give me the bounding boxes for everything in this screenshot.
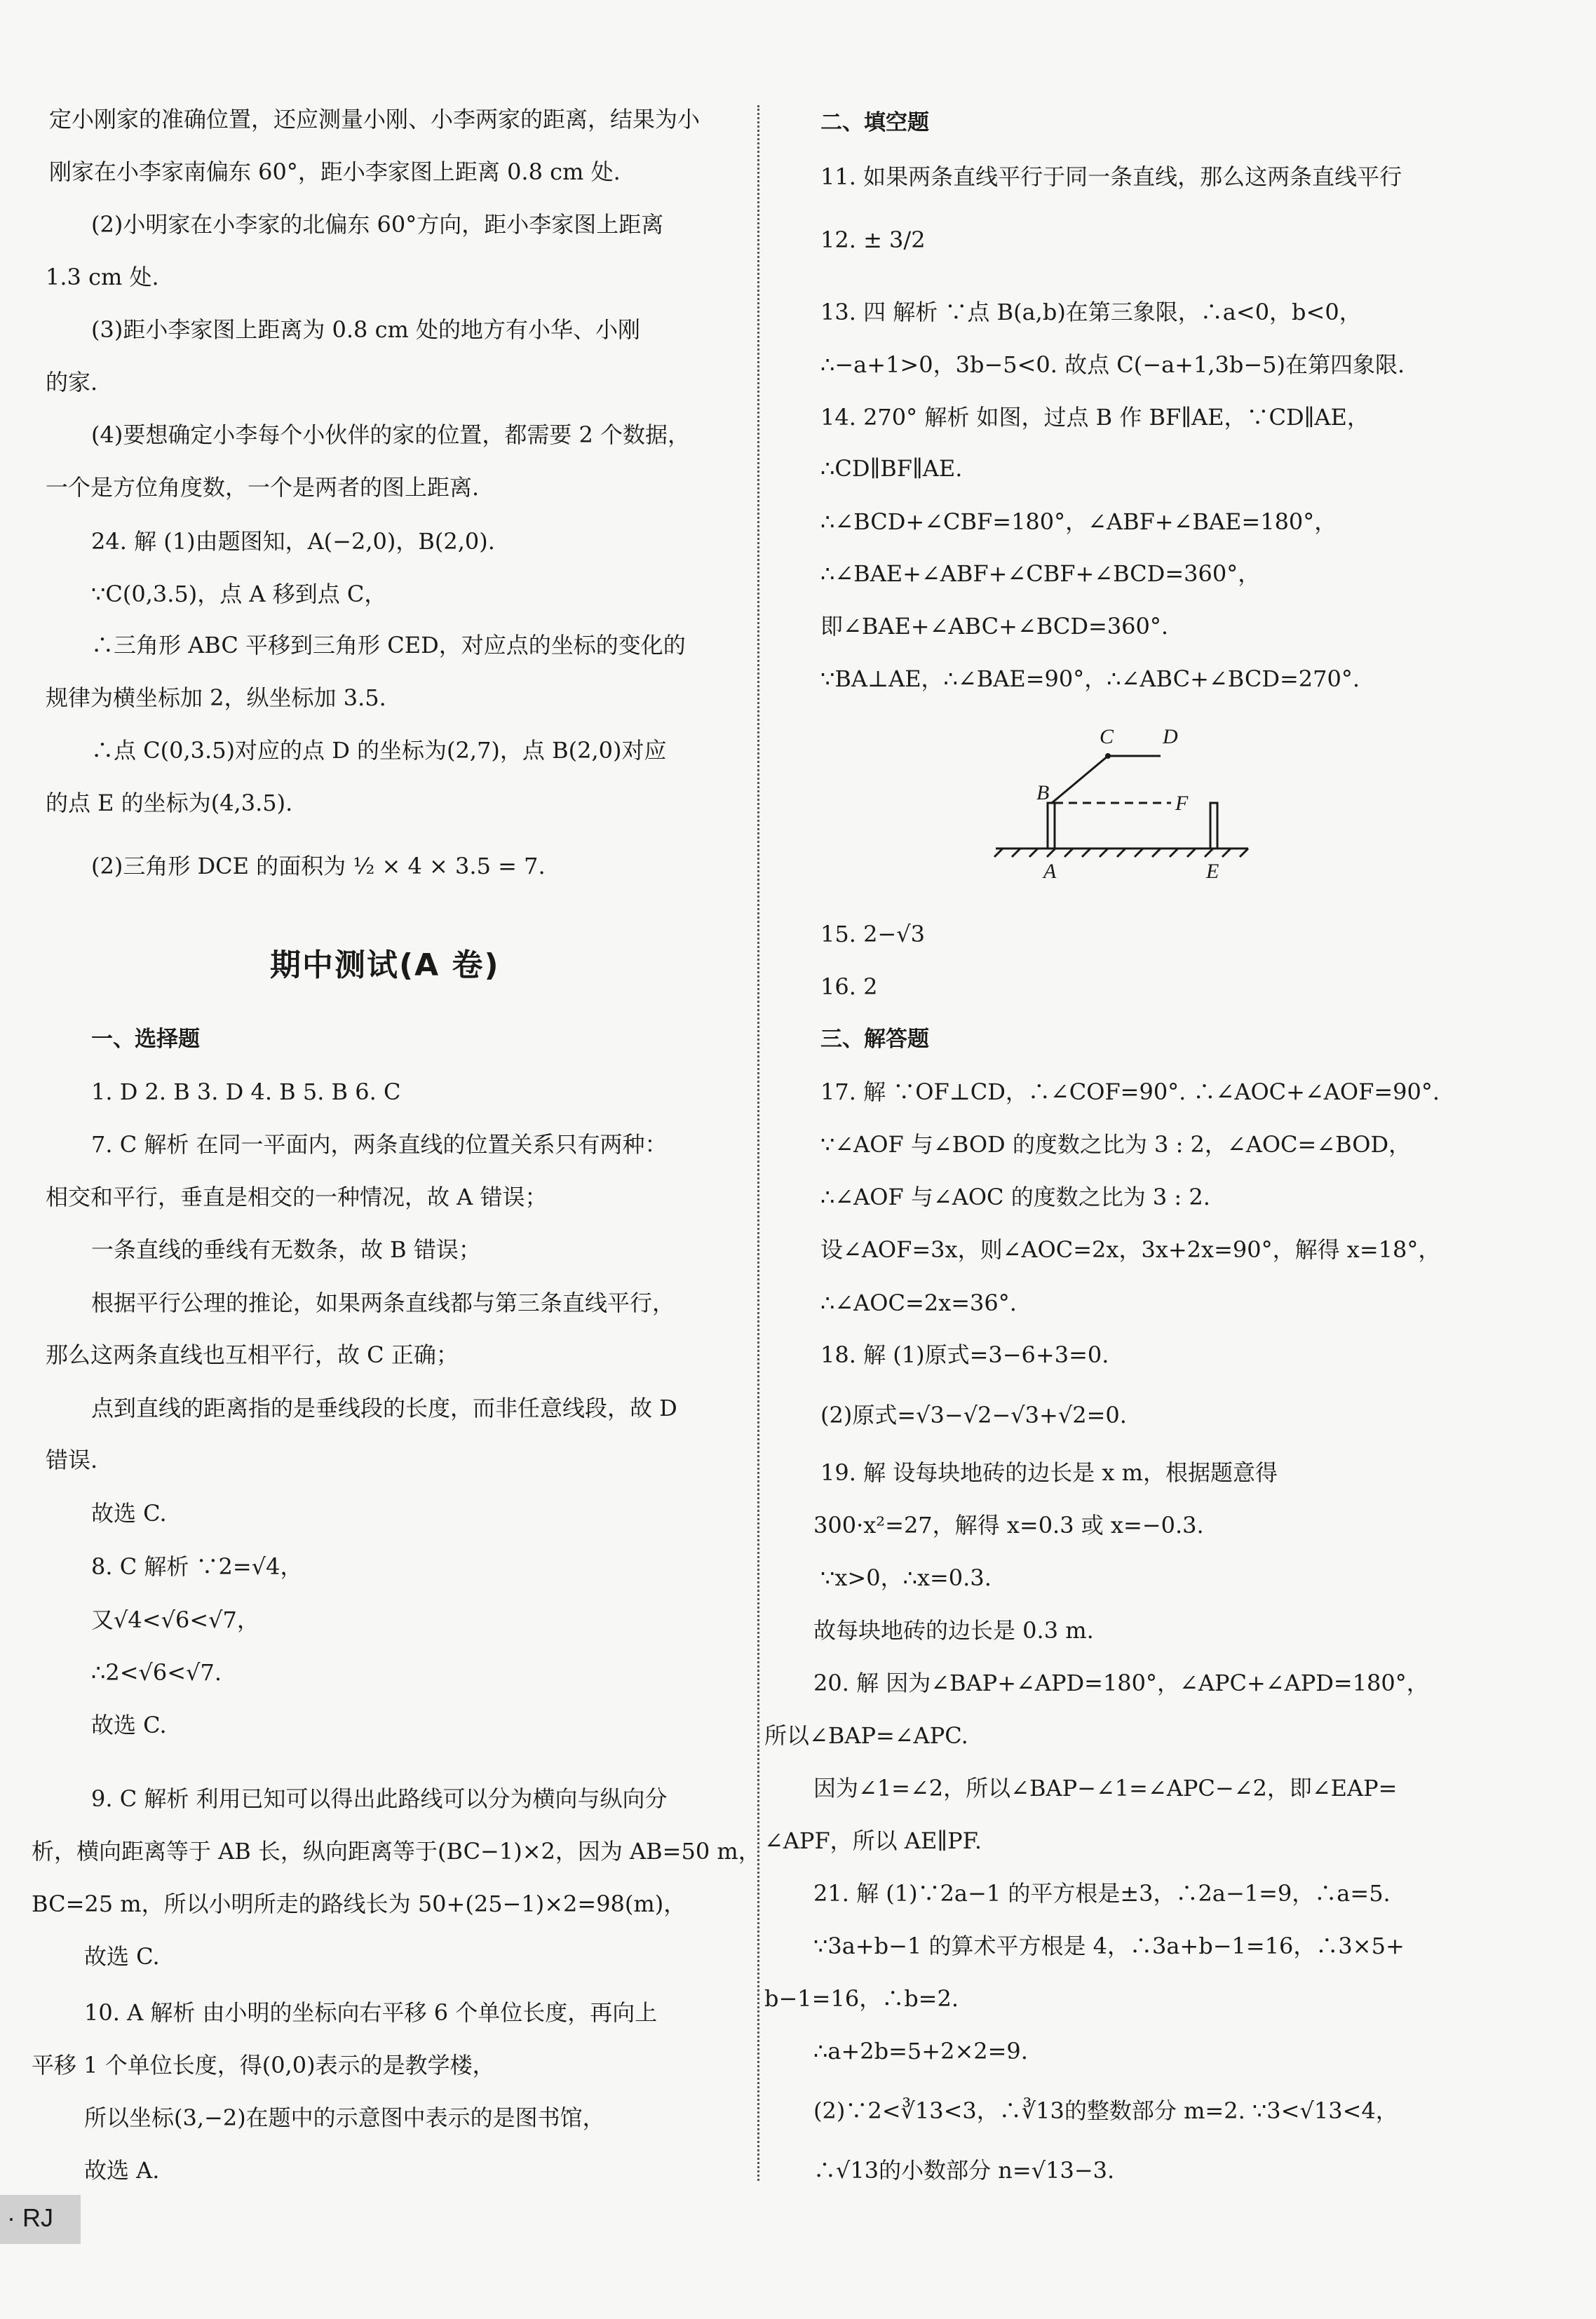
text-line: 的家. <box>46 369 98 395</box>
figure-label: D <box>1163 725 1178 748</box>
text-line: 即∠BAE+∠ABC+∠BCD=360°. <box>820 613 1169 640</box>
text-line: ∵BA⊥AE，∴∠BAE=90°，∴∠ABC+∠BCD=270°. <box>820 665 1360 692</box>
text-line: 根据平行公理的推论，如果两条直线都与第三条直线平行， <box>91 1290 675 1316</box>
text-line: ∴a+2b=5+2×2=9. <box>813 2038 1028 2064</box>
text-line: (2)小明家在小李家的北偏东 60°方向，距小李家图上距离 <box>91 211 664 238</box>
text-line: 故每块地砖的边长是 0.3 m. <box>813 1617 1094 1644</box>
answer-24: 24. 解 (1)由题图知，A(−2,0)，B(2,0). <box>91 528 495 555</box>
text-line: 那么这两条直线也互相平行，故 C 正确； <box>46 1341 459 1368</box>
text-line: 设∠AOF=3x，则∠AOC=2x，3x+2x=90°，解得 x=18°， <box>820 1236 1441 1263</box>
text-line: 析，横向距离等于 AB 长，纵向距离等于(BC−1)×2，因为 AB=50 m， <box>32 1838 761 1865</box>
text-line: ∵∠AOF 与∠BOD 的度数之比为 3 : 2，∠AOC=∠BOD， <box>820 1131 1412 1158</box>
column-divider <box>757 105 759 2181</box>
text-line: ∵x>0，∴x=0.3. <box>820 1564 992 1591</box>
text-line: 所以坐标(3,−2)在题中的示意图中表示的是图书馆， <box>84 2104 605 2131</box>
text-line: b−1=16，∴b=2. <box>764 1985 959 2012</box>
answer-17: 17. 解 ∵OF⊥CD，∴∠COF=90°. ∴∠AOC+∠AOF=90°. <box>820 1079 1440 1105</box>
text-line: (3)距小李家图上距离为 0.8 cm 处的地方有小华、小刚 <box>91 316 641 343</box>
answer-21: 21. 解 (1)∵2a−1 的平方根是±3，∴2a−1=9，∴a=5. <box>813 1880 1391 1907</box>
answer-19: 19. 解 设每块地砖的边长是 x m，根据题意得 <box>820 1459 1278 1486</box>
geometry-figure <box>982 722 1255 891</box>
text-line: ∴√13的小数部分 n=√13−3. <box>813 2157 1115 2184</box>
text-line: ∴∠AOF 与∠AOC 的度数之比为 3 : 2. <box>820 1184 1210 1210</box>
answer-15: 15. 2−√3 <box>820 921 925 947</box>
answer-7: 7. C 解析 在同一平面内，两条直线的位置关系只有两种： <box>91 1131 668 1158</box>
text-line: 刚家在小李家南偏东 60°，距小李家图上距离 0.8 cm 处. <box>49 158 621 185</box>
text-line: ∵C(0,3.5)，点 A 移到点 C， <box>91 581 387 607</box>
text-line: ∴2<√6<√7. <box>91 1659 222 1686</box>
answer-20: 20. 解 因为∠BAP+∠APD=180°，∠APC+∠APD=180°， <box>813 1670 1429 1696</box>
text-line: 又√4<√6<√7， <box>91 1607 259 1633</box>
text-line: (2)原式=√3−√2−√3+√2=0. <box>820 1402 1127 1428</box>
answer-14: 14. 270° 解析 如图，过点 B 作 BF∥AE，∵CD∥AE， <box>820 404 1370 431</box>
exam-title: 期中测试(A 卷) <box>270 947 500 983</box>
text-line: 300·x²=27，解得 x=0.3 或 x=−0.3. <box>813 1512 1204 1539</box>
text-line: 所以∠BAP=∠APC. <box>764 1722 968 1749</box>
footer-label: · RJ <box>7 2203 53 2232</box>
answer-13: 13. 四 解析 ∵点 B(a,b)在第三象限，∴a<0，b<0， <box>820 299 1362 325</box>
figure-label: F <box>1175 792 1189 815</box>
text-line: 故选 C. <box>84 1943 160 1970</box>
figure-label: E <box>1206 860 1219 883</box>
text-line: 1.3 cm 处. <box>46 264 159 290</box>
section-heading: 一、选择题 <box>91 1027 200 1052</box>
text-line: ∵3a+b−1 的算术平方根是 4，∴3a+b−1=16，∴3×5+ <box>813 1933 1405 1959</box>
figure-label: A <box>1043 860 1057 883</box>
section-heading: 三、解答题 <box>820 1027 929 1052</box>
text-line: 点到直线的距离指的是垂线段的长度，而非任意线段，故 D <box>91 1395 677 1421</box>
text-line: 一个是方位角度数，一个是两者的图上距离. <box>46 474 480 501</box>
text-line: BC=25 m，所以小明所走的路线长为 50+(25−1)×2=98(m)， <box>32 1891 687 1917</box>
text-line: (4)要想确定小李每个小伙伴的家的位置，都需要 2 个数据， <box>91 421 691 448</box>
text-line: 故选 A. <box>84 2157 160 2184</box>
figure-label: C <box>1100 725 1114 748</box>
text-line: ∴点 C(0,3.5)对应的点 D 的坐标为(2,7)，点 B(2,0)对应 <box>91 737 667 764</box>
text-line: ∴CD∥BF∥AE. <box>820 455 963 482</box>
answer-18: 18. 解 (1)原式=3−6+3=0. <box>820 1341 1109 1368</box>
answer-11: 11. 如果两条直线平行于同一条直线，那么这两条直线平行 <box>820 163 1402 190</box>
text-line: 故选 C. <box>91 1712 167 1738</box>
section-heading: 二、填空题 <box>820 110 929 135</box>
answer-1-6: 1. D 2. B 3. D 4. B 5. B 6. C <box>91 1079 401 1105</box>
answer-16: 16. 2 <box>820 973 878 1000</box>
text-line: 定小刚家的准确位置，还应测量小刚、小李两家的距离，结果为小 <box>49 106 701 133</box>
text-line: 规律为横坐标加 2，纵坐标加 3.5. <box>46 684 386 711</box>
answer-10: 10. A 解析 由小明的坐标向右平移 6 个单位长度，再向上 <box>84 1999 658 2026</box>
text-line: ∴−a+1>0，3b−5<0. 故点 C(−a+1,3b−5)在第四象限. <box>820 351 1405 378</box>
text-line: (2)∵2<∛13<3，∴∛13的整数部分 m=2. ∵3<√13<4， <box>813 2097 1398 2124</box>
text-line: ∴∠BCD+∠CBF=180°，∠ABF+∠BAE=180°， <box>820 508 1337 535</box>
text-line: ∠APF，所以 AE∥PF. <box>764 1827 982 1854</box>
text-line: 的点 E 的坐标为(4,3.5). <box>46 790 293 816</box>
text-line: 错误. <box>46 1447 98 1473</box>
page-footer-tab <box>0 2195 81 2244</box>
answer-9: 9. C 解析 利用已知可以得出此路线可以分为横向与纵向分 <box>91 1785 668 1812</box>
text-line: 因为∠1=∠2，所以∠BAP−∠1=∠APC−∠2，即∠EAP= <box>813 1775 1398 1801</box>
text-line: 相交和平行，垂直是相交的一种情况，故 A 错误； <box>46 1184 548 1210</box>
text-line: ∴∠AOC=2x=36°. <box>820 1290 1017 1316</box>
answer-12: 12. ± 3/2 <box>820 227 926 253</box>
text-line: ∴∠BAE+∠ABF+∠CBF+∠BCD=360°， <box>820 560 1261 587</box>
answer-8: 8. C 解析 ∵2=√4， <box>91 1553 303 1580</box>
text-line: (2)三角形 DCE 的面积为 ½ × 4 × 3.5 = 7. <box>91 853 546 879</box>
text-line: 平移 1 个单位长度，得(0,0)表示的是教学楼， <box>32 2052 495 2078</box>
text-line: ∴三角形 ABC 平移到三角形 CED，对应点的坐标的变化的 <box>91 632 686 658</box>
figure-label: B <box>1036 781 1050 804</box>
text-line: 一条直线的垂线有无数条，故 B 错误； <box>91 1236 481 1263</box>
text-line: 故选 C. <box>91 1500 167 1527</box>
